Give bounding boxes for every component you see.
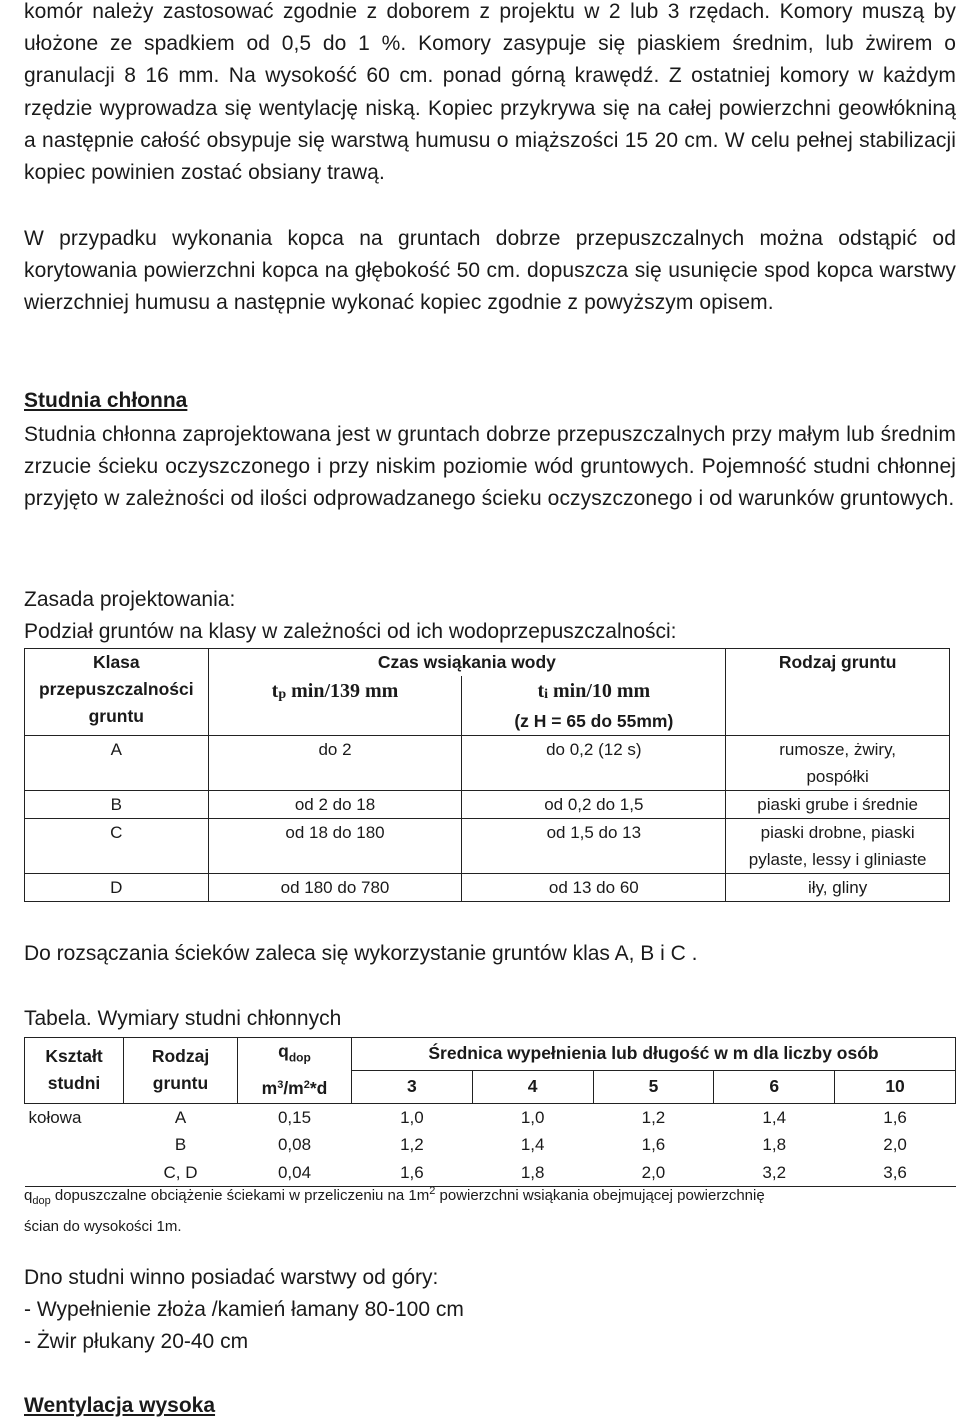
podzial-gruntow: Podział gruntów na klasy w zależności od ich wodoprzepuszczalności:	[24, 620, 677, 643]
tabela-title: Tabela. Wymiary studni chłonnych	[24, 1007, 342, 1030]
soil-class-table	[24, 648, 950, 902]
table-row: A do 2 do 0,2 (12 s) rumosze, żwiry, pospółki	[25, 736, 950, 791]
table-row: B od 2 do 18 od 0,2 do 1,5 piaski grube i średnie	[25, 791, 950, 819]
paragraph-kopiec: W przypadku wykonania kopca na gruntach dobrze przepuszczalnych można odstąpić od korytowania powierzchni kopca na głębokość 50 cm. dopuszcza się usunięcie spod kopca warstwy wierzchniej humusu a następnie wykonać kopiec zgodnie z powyższym opisem.	[24, 227, 956, 315]
table-row: D od 180 do 780 od 13 do 60 iły, gliny	[25, 874, 950, 902]
well-dimensions-table: Kształt studni Rodzaj gruntu $q_{dop}$ $m^3/m^2*d$ Średnica wypełnienia lub długość w m dla liczby osób 3 4 5 6 10 kołowa A 0,15 1,0 1,0 1,2 1,4 1,6 B 0,08 1,2 1,4 1,6 1,8 2,0 C, D 0,04 1,6 1,8 2,0 3,2 3,6	[24, 1037, 956, 1187]
dno-item: - Żwir płukany 20-40 cm	[24, 1330, 249, 1353]
table-row: kołowa A 0,15 1,0 1,0 1,2 1,4 1,6	[28, 1107, 907, 1127]
header-srednica: Średnica wypełnienia lub długość w m dla liczby osób	[352, 1038, 956, 1071]
header-rodzaj-gruntu: Rodzaj gruntu	[726, 649, 950, 736]
rozsaczanie-note: Do rozsączania ścieków zaleca się wykorzystanie gruntów klas A, B i C .	[24, 942, 698, 965]
header-ksztalt: Kształt studni	[25, 1038, 124, 1104]
header-klasa: Klasa przepuszczalności gruntu	[25, 649, 209, 736]
table-row: B 0,08 1,2 1,4 1,6 1,8 2,0	[174, 1135, 907, 1154]
table-row: C od 18 do 180 od 1,5 do 13 piaski drobne, piaski pylaste, lessy i gliniaste	[25, 819, 950, 874]
paragraph-studnia: Studnia chłonna zaprojektowana jest w gruntach dobrze przepuszczalnych przy małym lub średnim zrzucie ścieku oczyszczonego i przy niskim poziomie wód gruntowych. Pojemność studni chłonnej przyjęto w zależności od ilości odprowadzanego ścieku oczyszczonego i od warunków gruntowych.	[24, 423, 956, 511]
qdop-footnote: $q_{dop}$ dopuszczalne obciążenie ściekami w przeliczeniu na $1m^2$ powierzchni wsiąkania obejmującej powierzchnię ścian do wysokości 1m.	[24, 1185, 765, 1235]
header-qdop: $q_{dop}$ $m^3/m^2*d$	[238, 1038, 352, 1104]
zasada-projektowania: Zasada projektowania:	[24, 588, 236, 611]
header-tp: $t_p$ min/139 mm	[208, 676, 462, 736]
dno-studni: Dno studni winno posiadać warstwy od góry:	[24, 1266, 439, 1289]
header-rodzaj: Rodzaj gruntu	[124, 1038, 238, 1104]
header-ti: $t_i$ min/10 mm (z H = 65 do 55mm)	[462, 676, 726, 736]
heading-wentylacja-wysoka: Wentylacja wysoka	[24, 1394, 216, 1417]
header-czas-wsiakania: Czas wsiąkania wody	[208, 649, 726, 677]
paragraph-komory: komór należy zastosować zgodnie z doborem z projektu w 2 lub 3 rzędach. Komory muszą by ułożone ze spadkiem od 0,5 do 1 %. Komory zasypuje się piaskiem średnim, lub żwirem o granulacji 8 16 mm. Na wysokość 60 cm. ponad górną krawędź. Z ostatniej komory w każdym rzędzie wyprowadza się wentylację niską. Kopiec przykrywa się na całej powierzchni geowłókniną a następnie całość obsypuje się warstwą humusu o miąższości 15 20 cm. W celu pełnej stabilizacji kopiec powinien zostać obsiany trawą.	[24, 0, 956, 185]
dno-item: - Wypełnienie złoża /kamień łamany 80-100 cm	[24, 1298, 464, 1321]
table-row: C, D 0,04 1,6 1,8 2,0 3,2 3,6	[25, 1159, 956, 1187]
heading-studnia-chlonna: Studnia chłonna	[24, 389, 188, 412]
